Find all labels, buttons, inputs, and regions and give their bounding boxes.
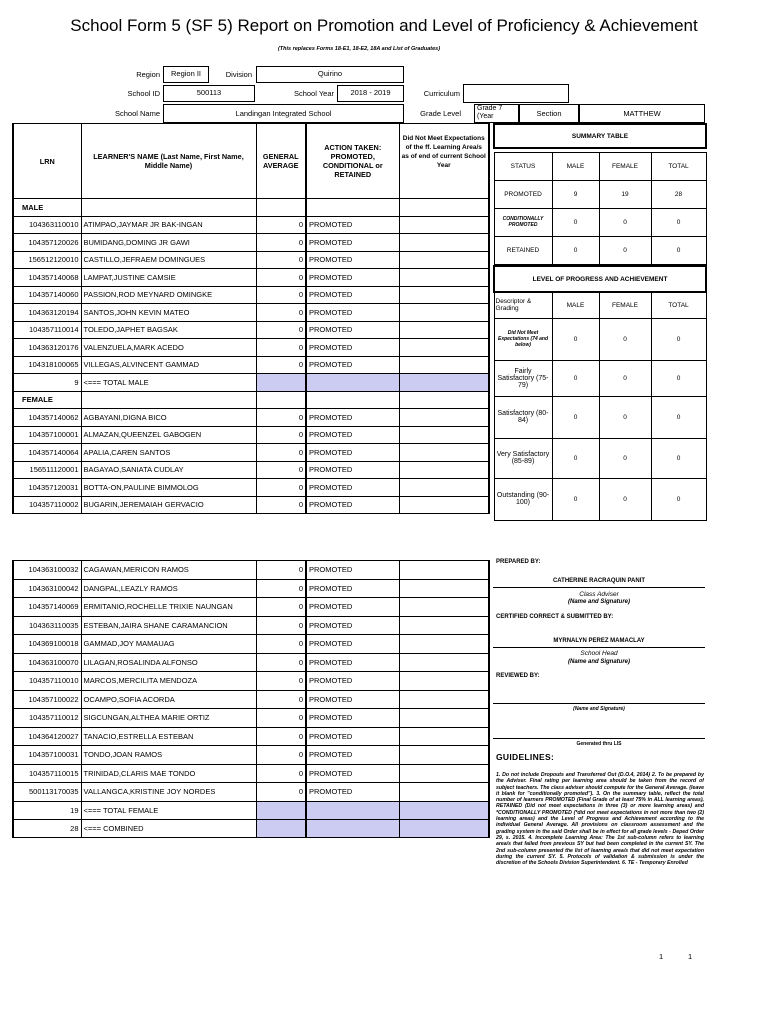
learner-not-met [399,286,489,304]
learner-average: 0 [256,561,306,580]
school-year-label: School Year [293,89,334,98]
learner-not-met [399,444,489,462]
learners-table [12,123,490,514]
learner-not-met [399,461,489,479]
learner-lrn: 104357120026 [13,234,81,252]
learner-action: PROMOTED [306,409,399,427]
learner-average: 0 [256,690,306,709]
learner-average: 0 [256,321,306,339]
learner-average: 0 [256,579,306,598]
learner-lrn: 104357110010 [13,672,81,691]
region-field[interactable]: Region II [163,66,209,83]
summary-male: 0 [552,208,599,236]
learner-action: PROMOTED [306,783,399,802]
summary-header-male: MALE [552,152,599,180]
head-sig-caption: (Name and Signature) [567,659,630,665]
learner-lrn: 104357110015 [13,764,81,783]
progress-header-desc: Descriptor & Grading [494,292,552,318]
progress-female: 0 [599,478,651,520]
generated-line [493,738,705,739]
learner-row[interactable] [13,251,489,269]
learner-action: PROMOTED [306,579,399,598]
prepared-by-label: PREPARED BY: [496,559,541,565]
learner-action: PROMOTED [306,461,399,479]
combined-count: 28 [13,819,81,837]
learner-name: MARCOS,MERCILITA MENDOZA [81,672,256,691]
col-average: GENERAL AVERAGE [256,124,306,199]
learner-average: 0 [256,444,306,462]
learner-action: PROMOTED [306,709,399,728]
learner-lrn: 156511120001 [13,461,81,479]
learner-action: PROMOTED [306,339,399,357]
learner-name: BUGARIN,JEREMAIAH GERVACIO [81,496,256,514]
reviewer-sig-caption: (Name and Signature) [573,706,625,712]
page-subtitle: (This replaces Forms 18-E1, 18-E2, 18A and List of Graduates) [277,46,441,52]
progress-total: 0 [651,360,706,396]
certified-label: CERTIFIED CORRECT & SUBMITTED BY: [496,614,614,620]
progress-descriptor: Satisfactory (80-84) [494,396,552,438]
learner-row[interactable] [13,746,489,765]
school-name-field[interactable]: Landingan Integrated School [163,104,404,123]
learner-average: 0 [256,269,306,287]
total-male-count: 9 [13,374,81,392]
learner-row[interactable] [13,356,489,374]
learner-row[interactable] [13,764,489,783]
learner-lrn: 104357140062 [13,409,81,427]
adviser-signature-line [493,587,705,588]
learner-not-met [399,672,489,691]
adviser-sig-caption: (Name and Signature) [567,599,630,605]
learner-name: ESTEBAN,JAIRA SHANE CARAMANCION [81,616,256,635]
learner-name: VALENZUELA,MARK ACEDO [81,339,256,357]
learner-action: PROMOTED [306,356,399,374]
col-lrn: LRN [13,124,81,199]
progress-female: 0 [599,438,651,478]
learner-name: BUMIDANG,DOMING JR GAWI [81,234,256,252]
summary-status: CONDITIONALLY PROMOTED [494,208,552,236]
learner-action: PROMOTED [306,672,399,691]
learner-name: PASSION,ROD MEYNARD OMINGKE [81,286,256,304]
progress-row [494,318,706,360]
summary-male: 0 [552,236,599,264]
summary-male: 9 [552,180,599,208]
curriculum-field[interactable] [463,84,569,103]
progress-total: 0 [651,318,706,360]
learner-not-met [399,709,489,728]
total-female-label: <=== TOTAL FEMALE [81,801,256,819]
progress-female: 0 [599,396,651,438]
learner-action: PROMOTED [306,690,399,709]
summary-status: PROMOTED [494,180,552,208]
page-number: 1 [659,952,664,961]
learner-action: PROMOTED [306,616,399,635]
learner-name: ALMAZAN,QUEENZEL GABOGEN [81,426,256,444]
learner-name: CAGAWAN,MERICON RAMOS [81,561,256,580]
learner-not-met [399,653,489,672]
learner-name: DANGPAL,LEAZLY RAMOS [81,579,256,598]
learner-average: 0 [256,339,306,357]
learner-average: 0 [256,461,306,479]
learner-lrn: 104357110012 [13,709,81,728]
learner-row[interactable] [13,561,489,580]
learner-lrn: 104357120031 [13,479,81,497]
progress-male: 0 [552,438,599,478]
learner-lrn: 104363120194 [13,304,81,322]
learner-not-met [399,496,489,514]
learner-not-met [399,479,489,497]
learner-average: 0 [256,764,306,783]
learner-average: 0 [256,653,306,672]
head-name: MYRNALYN PEREZ MAMACLAY [553,638,645,644]
school-name-label: School Name [114,109,160,118]
summary-title: SUMMARY TABLE [494,124,706,148]
learner-action: PROMOTED [306,286,399,304]
learner-not-met [399,251,489,269]
progress-descriptor: Fairly Satisfactory (75-79) [494,360,552,396]
learner-not-met [399,356,489,374]
progress-male: 0 [552,478,599,520]
progress-row [494,396,706,438]
learner-name: APALIA,CAREN SANTOS [81,444,256,462]
progress-total: 0 [651,478,706,520]
learner-action: PROMOTED [306,561,399,580]
learner-row[interactable] [13,690,489,709]
progress-descriptor: Very Satisfactory (85-89) [494,438,552,478]
progress-female: 0 [599,360,651,396]
progress-total: 0 [651,396,706,438]
learner-row[interactable] [13,339,489,357]
learner-name: CASTILLO,JEFRAEM DOMINGUES [81,251,256,269]
total-female-count: 19 [13,801,81,819]
learner-average: 0 [256,783,306,802]
summary-row [494,208,706,236]
school-id-label: School ID [127,89,160,98]
progress-title: LEVEL OF PROGRESS AND ACHIEVEMENT [494,266,706,292]
learner-row[interactable] [13,234,489,252]
progress-row [494,360,706,396]
learner-row[interactable] [13,444,489,462]
school-id-field[interactable]: 500113 [163,85,255,102]
division-label: Division [225,70,252,79]
section-field[interactable]: MATTHEW [579,104,705,123]
learner-average: 0 [256,635,306,654]
learner-row[interactable] [13,409,489,427]
learner-name: BAGAYAO,SANIATA CUDLAY [81,461,256,479]
learner-action: PROMOTED [306,304,399,322]
learner-lrn: 104357110014 [13,321,81,339]
learner-lrn: 104357140069 [13,598,81,617]
learner-name: OCAMPO,SOFIA ACORDA [81,690,256,709]
learner-name: TRINIDAD,CLARIS MAE TONDO [81,764,256,783]
combined-label: <=== COMBINED [81,819,256,837]
progress-male: 0 [552,360,599,396]
progress-total: 0 [651,438,706,478]
learner-not-met [399,426,489,444]
col-action: ACTION TAKEN: PROMOTED, CONDITIONAL or RETAINED [306,124,399,199]
learner-name: SIGCUNGAN,ALTHEA MARIE ORTIZ [81,709,256,728]
summary-header-female: FEMALE [599,152,651,180]
summary-header-total: TOTAL [651,152,706,180]
learner-name: LILAGAN,ROSALINDA ALFONSO [81,653,256,672]
summary-total: 0 [651,236,706,264]
learner-average: 0 [256,479,306,497]
learner-average: 0 [256,496,306,514]
learner-row[interactable] [13,672,489,691]
learner-action: PROMOTED [306,479,399,497]
learner-lrn: 104357140064 [13,444,81,462]
learner-action: PROMOTED [306,269,399,287]
learner-row[interactable] [13,598,489,617]
summary-total: 0 [651,208,706,236]
learner-not-met [399,598,489,617]
summary-row [494,180,706,208]
learner-lrn: 156512120010 [13,251,81,269]
learner-action: PROMOTED [306,426,399,444]
learner-average: 0 [256,616,306,635]
learner-not-met [399,304,489,322]
progress-header-total: TOTAL [651,292,706,318]
learner-lrn: 104357100022 [13,690,81,709]
learner-not-met [399,783,489,802]
learner-not-met [399,409,489,427]
learner-lrn: 104363100070 [13,653,81,672]
progress-male: 0 [552,318,599,360]
learner-not-met [399,616,489,635]
learner-row[interactable] [13,304,489,322]
learner-not-met [399,764,489,783]
learner-row[interactable] [13,461,489,479]
learner-average: 0 [256,727,306,746]
learner-not-met [399,690,489,709]
learner-row[interactable] [13,479,489,497]
learner-lrn: 104357140060 [13,286,81,304]
learner-action: PROMOTED [306,216,399,234]
learner-average: 0 [256,356,306,374]
summary-table [493,123,707,265]
learner-row[interactable] [13,616,489,635]
learner-row[interactable] [13,579,489,598]
learner-average: 0 [256,251,306,269]
learner-average: 0 [256,746,306,765]
learner-action: PROMOTED [306,727,399,746]
page-total: 1 [688,952,693,961]
learner-action: PROMOTED [306,496,399,514]
learner-row[interactable] [13,496,489,514]
learner-lrn: 104364120027 [13,727,81,746]
learner-lrn: 104318100065 [13,356,81,374]
learner-lrn: 104369100018 [13,635,81,654]
adviser-role: Class Adviser [579,591,619,598]
learner-average: 0 [256,216,306,234]
summary-status: RETAINED [494,236,552,264]
page-title: School Form 5 (SF 5) Report on Promotion and Level of Proficiency & Achievement [70,16,698,35]
progress-table [493,265,707,521]
school-year-field[interactable]: 2018 - 2019 [337,85,404,102]
summary-female: 0 [599,236,651,264]
learner-action: PROMOTED [306,653,399,672]
learner-name: TONDO,JOAN RAMOS [81,746,256,765]
progress-header-female: FEMALE [599,292,651,318]
total-male-label: <=== TOTAL MALE [81,374,256,392]
learner-row[interactable] [13,727,489,746]
adviser-name: CATHERINE RACRAQUIN PANIT [552,578,646,584]
learner-average: 0 [256,286,306,304]
learner-not-met [399,216,489,234]
learner-row[interactable] [13,635,489,654]
learner-not-met [399,234,489,252]
progress-descriptor: Outstanding (90-100) [494,478,552,520]
progress-row [494,478,706,520]
learner-average: 0 [256,598,306,617]
progress-descriptor: Did Not Meet Expectations (74 and below) [494,318,552,360]
learner-action: PROMOTED [306,598,399,617]
reviewed-label: REVIEWED BY: [496,673,540,679]
learner-lrn: 500113170035 [13,783,81,802]
learner-action: PROMOTED [306,444,399,462]
learner-row[interactable] [13,321,489,339]
division-field[interactable]: Quirino [256,66,404,83]
male-section-label: MALE [13,199,81,217]
learner-not-met [399,635,489,654]
reviewer-signature-line [493,703,705,704]
summary-female: 19 [599,180,651,208]
head-signature-line [493,647,705,648]
learner-name: VALLANGCA,KRISTINE JOY NORDES [81,783,256,802]
learner-name: TANACIO,ESTRELLA ESTEBAN [81,727,256,746]
progress-female: 0 [599,318,651,360]
col-not-met: Did Not Meet Expectations of the ff. Learning Area/s as of end of current School Year [399,124,489,199]
learner-name: VILLEGAS,ALVINCENT GAMMAD [81,356,256,374]
summary-row [494,236,706,264]
progress-header-male: MALE [552,292,599,318]
learner-not-met [399,746,489,765]
learner-name: AGBAYANI,DIGNA BICO [81,409,256,427]
learner-action: PROMOTED [306,746,399,765]
learner-average: 0 [256,409,306,427]
learners-table-continued [12,560,490,838]
summary-female: 0 [599,208,651,236]
learner-action: PROMOTED [306,234,399,252]
learner-lrn: 104357100001 [13,426,81,444]
learner-action: PROMOTED [306,764,399,783]
learner-row[interactable] [13,216,489,234]
summary-header-status: STATUS [494,152,552,180]
learner-row[interactable] [13,783,489,802]
learner-row[interactable] [13,709,489,728]
learner-lrn: 104357100031 [13,746,81,765]
learner-average: 0 [256,234,306,252]
learner-lrn: 104357140068 [13,269,81,287]
progress-male: 0 [552,396,599,438]
learner-row[interactable] [13,653,489,672]
female-section-label: FEMALE [13,391,81,409]
curriculum-label: Curriculum [423,89,460,98]
learner-lrn: 104363100032 [13,561,81,580]
grade-level-label: Grade Level [420,109,461,118]
grade-level-field[interactable]: Grade 7 (Year [474,104,519,123]
learner-lrn: 104363110010 [13,216,81,234]
learner-action: PROMOTED [306,321,399,339]
learner-lrn: 104363120176 [13,339,81,357]
learner-row[interactable] [13,269,489,287]
guidelines-text: 1. Do not include Dropouts and Transferred Out (D.O.4, 2014) 2. To be prepared by the Adviser. Final rating per learning area should be taken from the record of subject teachers. The class adviser should compute for the General Average. (leave it blank for "conditionally promoted"). 3. On the summary table, reflect the total number of learners PROMOTED (Final Grade of at least 75% in ALL learning areas), RETAINED (Did not meet expectations in three (3) or more learning areas) and *CONDITIONALLY PROMOTED (*did not meet expectations in not more than two (2) learning areas) and the Level of Progress and Achievement according to the individual General Average. All provisions on classroom assessment and the grading system in the said Order shall be in effect for all grade levels - Deped Order 29, s. 2015. 4. Incomplete Learning Area: The 1st sub-column refers to learning area/s that failed from previous SY but had been completed in the current SY. The 2nd sub-column presented the list of learning area/s that did not meet expectation during the current SY. 5. Protocols of validation & submission is under the discretion of the Schools Division Superintendent. 6. TE - Temporary Enrolled [496,772,704,867]
learner-name: LAMPAT,JUSTINE CAMSIE [81,269,256,287]
col-name: LEARNER'S NAME (Last Name, First Name, Middle Name) [81,124,256,199]
learner-name: ATIMPAO,JAYMAR JR BAK-INGAN [81,216,256,234]
learner-name: GAMMAD,JOY MAMAUAG [81,635,256,654]
learner-row[interactable] [13,426,489,444]
learner-not-met [399,321,489,339]
progress-row [494,438,706,478]
region-label: Region [136,70,160,79]
head-role: School Head [580,650,618,657]
learner-average: 0 [256,709,306,728]
learner-not-met [399,579,489,598]
learner-average: 0 [256,672,306,691]
learner-action: PROMOTED [306,251,399,269]
section-label: Section [519,104,579,123]
learner-not-met [399,561,489,580]
learner-lrn: 104363100042 [13,579,81,598]
learner-row[interactable] [13,286,489,304]
learner-name: ERMITANIO,ROCHELLE TRIXIE NAUNGAN [81,598,256,617]
generated-note: Generated thru LIS [576,741,622,747]
learner-not-met [399,269,489,287]
learner-lrn: 104357110002 [13,496,81,514]
guidelines-title: GUIDELINES: [496,752,555,762]
learner-not-met [399,727,489,746]
learner-name: BOTTA-ON,PAULINE BIMMOLOG [81,479,256,497]
learner-average: 0 [256,426,306,444]
learner-average: 0 [256,304,306,322]
learner-name: SANTOS,JOHN KEVIN MATEO [81,304,256,322]
summary-total: 28 [651,180,706,208]
learner-not-met [399,339,489,357]
learner-action: PROMOTED [306,635,399,654]
learner-name: TOLEDO,JAPHET BAGSAK [81,321,256,339]
learner-lrn: 104363110035 [13,616,81,635]
